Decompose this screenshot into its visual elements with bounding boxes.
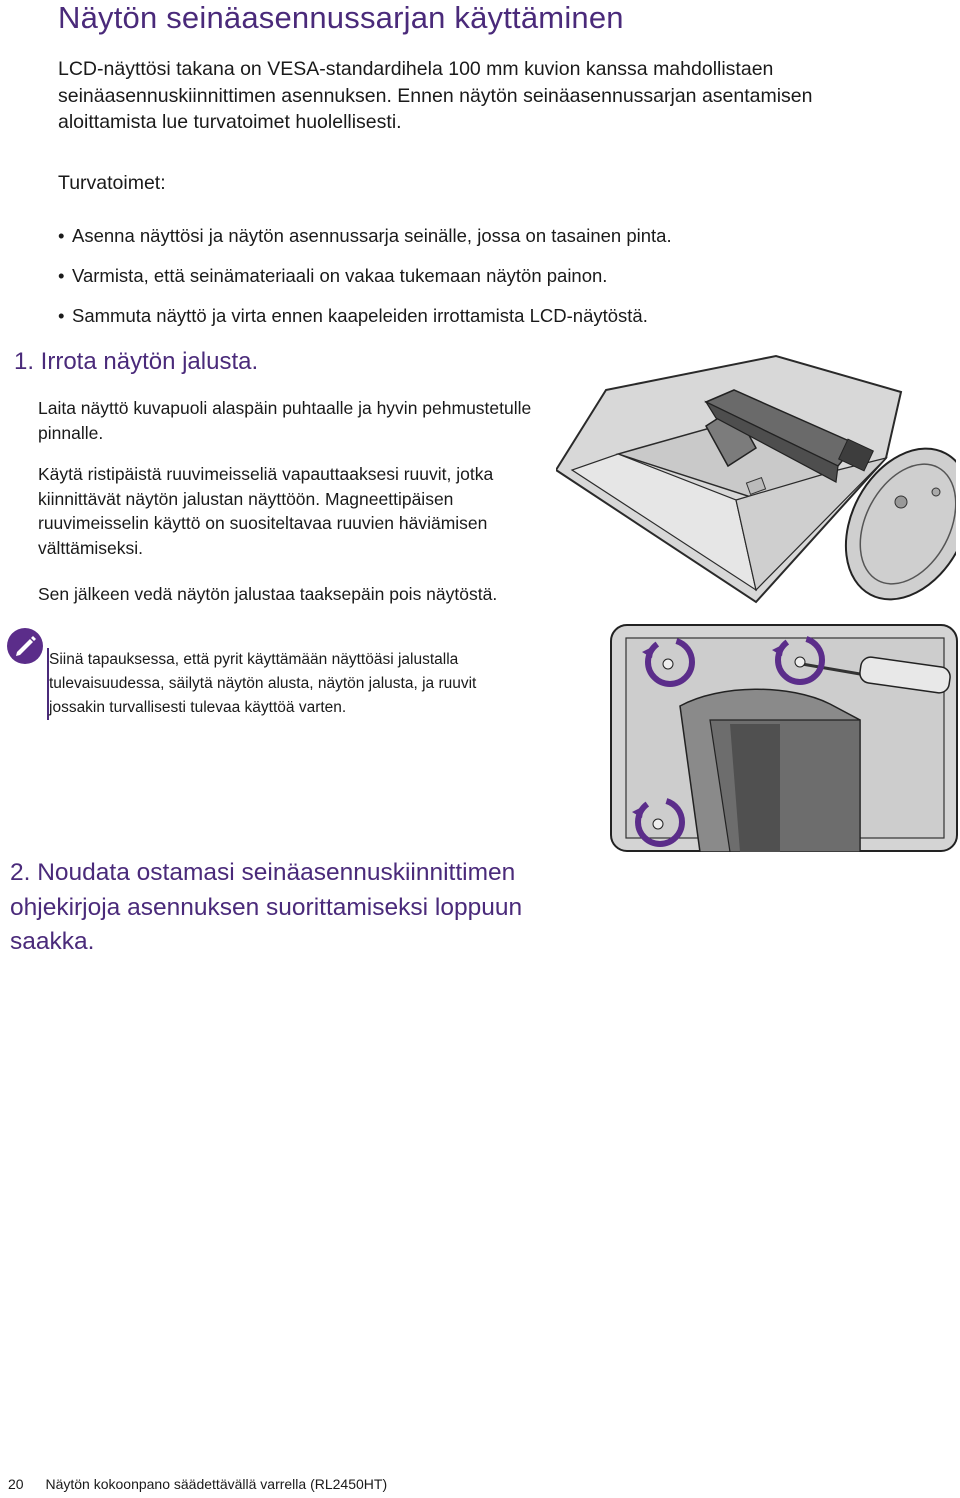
step2-heading: 2. Noudata ostamasi seinäasennuskiinnittimen ohjekirjoja asennuksen suorittamiseksi loppuun saakka. [10,859,523,955]
monitor-back-illustration [556,352,956,614]
note-line: tulevaisuudessa, säilytä näytön alusta, näytön jalusta, ja ruuvit [49,675,477,692]
note-line: Siinä tapauksessa, että pyrit käyttämään näyttöäsi jalustalla [49,651,459,668]
step1-heading: 1. Irrota näytön jalusta. [14,348,259,375]
safety-heading: Turvatoimet: [58,172,166,194]
page-title: Näytön seinäasennussarjan käyttäminen [58,0,624,35]
step1-paragraph: Sen jälkeen vedä näytön jalustaa taaksepäin pois näytöstä. [38,584,498,604]
bullet-icon: • [58,225,65,246]
page-number: 20 [8,1476,24,1492]
safety-item: • Sammuta näyttö ja virta ennen kaapeleiden irrottamista LCD-näytöstä. [58,305,648,326]
step1-paragraph: Laita näyttö kuvapuoli alaspäin puhtaalle ja hyvin pehmustetulle pinnalle. [38,398,532,443]
bullet-icon: • [58,305,65,326]
note-box [47,648,569,720]
safety-list [58,224,918,344]
page-footer [8,1476,387,1492]
safety-item: • Asenna näyttösi ja näytön asennussarja seinälle, jossa on tasainen pinta. [58,225,672,246]
intro-paragraph: LCD-näyttösi takana on VESA-standardihela 100 mm kuvion kanssa mahdollistaen seinäasennuskiinnittimen asennuksen. Ennen näytön seinäasennussarjan asentamisen aloittamista lue turvatoimet huolellisesti. [58,58,813,133]
bullet-icon: • [58,265,65,286]
note-line: jossakin turvallisesti tulevaa käyttöä varten. [49,699,347,716]
pencil-note-icon [6,627,44,665]
step1-paragraph: Käytä ristipäistä ruuvimeisseliä vapauttaaksesi ruuvit, jotka kiinnittävät näytön jalustan näyttöön. Magneettipäisen ruuvimeisselin käyttö on suositeltavaa ruuvien häviämisen välttämiseksi. [38,464,494,558]
footer-section: Näytön kokoonpano säädettävällä varrella (RL2450HT) [45,1476,388,1492]
safety-item: • Varmista, että seinämateriaali on vakaa tukemaan näytön painon. [58,265,608,286]
screw-removal-illustration [610,624,958,852]
